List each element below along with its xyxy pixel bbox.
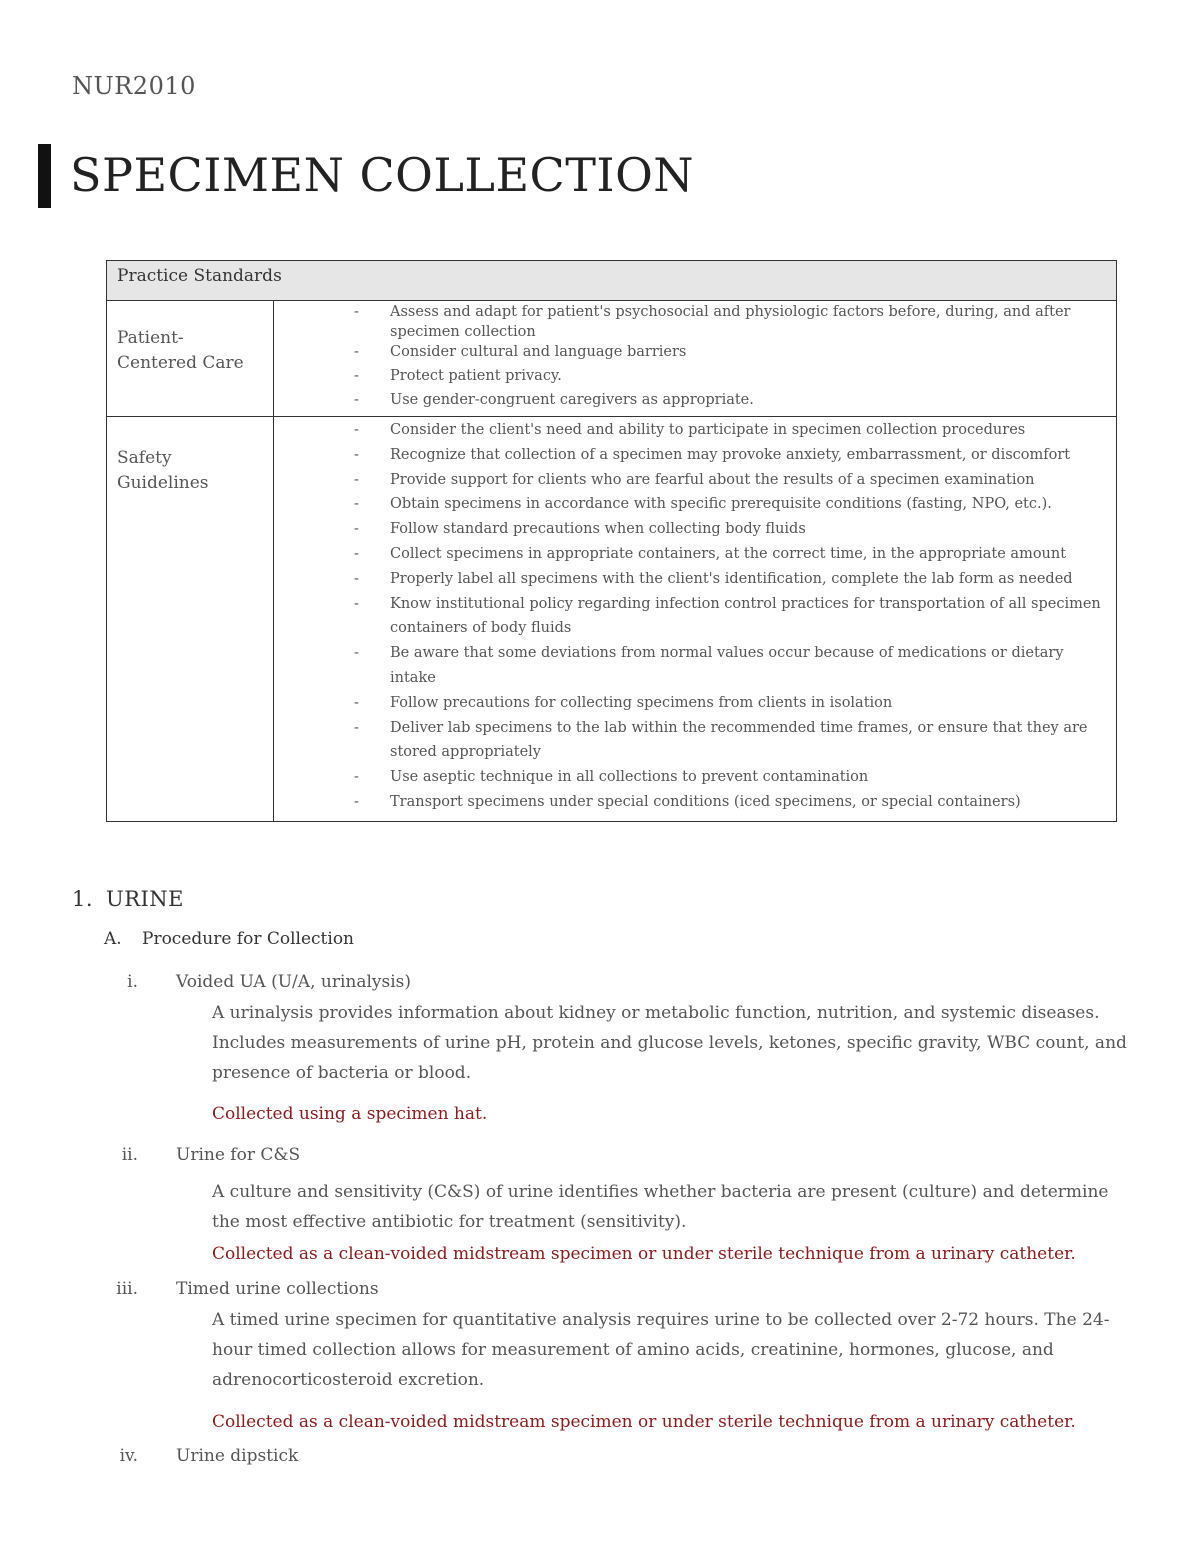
item-title: Voided UA (U/A, urinalysis) — [176, 972, 412, 992]
section-heading-urine: 1. URINE — [72, 887, 185, 911]
practice-standards-heading: Practice Standards — [107, 261, 1117, 301]
list-item: - Consider cultural and language barriers — [106, 342, 1108, 362]
list-item: - Collect specimens in appropriate containers, at the correct time, in the appropriate amount — [106, 542, 1108, 567]
item-title: Urine dipstick — [176, 1446, 299, 1466]
item-title: Urine for C&S — [176, 1145, 301, 1165]
list-item: - Provide support for clients who are fearful about the results of a specimen examination — [106, 468, 1108, 493]
list-item: - Transport specimens under special conditions (iced specimens, or special containers) — [106, 790, 1108, 815]
list-item: - Use aseptic technique in all collections to prevent contamination — [106, 765, 1108, 790]
patient-centered-care-label: Patient- Centered Care — [107, 301, 274, 417]
list-item: - Deliver lab specimens to the lab within the recommended time frames, or ensure that they are stored appropriately — [106, 716, 1108, 766]
list-item: - Consider the client's need and ability to participate in specimen collection procedures — [106, 418, 1108, 443]
patient-centered-care-row — [107, 301, 1117, 417]
list-item: - Recognize that collection of a specimen may provoke anxiety, embarrassment, or discomfort — [106, 443, 1108, 468]
list-item: - Use gender-congruent caregivers as appropriate. — [106, 390, 1108, 410]
item-collection-note: Collected using a specimen hat. — [212, 1104, 488, 1124]
title-accent-bar — [38, 144, 51, 208]
course-code: NUR2010 — [72, 72, 196, 100]
list-item: - Assess and adapt for patient's psychosocial and physiologic factors before, during, and after specimen collection — [106, 302, 1108, 342]
item-collection-note: Collected as a clean-voided midstream specimen or under sterile technique from a urinary catheter. — [212, 1412, 1076, 1432]
list-item: - Know institutional policy regarding infection control practices for transportation of all specimen containers of body fluids — [106, 592, 1108, 642]
item-description: A urinalysis provides information about kidney or metabolic function, nutrition, and systemic diseases. Includes measurements of urine pH, protein and glucose levels, ketones, specific gravity, WBC count, and presence of bacteria or blood. — [212, 1003, 1127, 1083]
list-item: - Protect patient privacy. — [106, 366, 1108, 386]
practice-standards-table — [106, 260, 1117, 822]
safety-guidelines-list — [274, 418, 1108, 815]
item-collection-note: Collected as a clean-voided midstream specimen or under sterile technique from a urinary catheter. — [212, 1244, 1076, 1264]
item-description: A timed urine specimen for quantitative analysis requires urine to be collected over 2-72 hours. The 24-hour timed collection allows for measurement of amino acids, creatinine, hormones, glucose, and adrenocorticosteroid excretion. — [212, 1310, 1110, 1390]
safety-guidelines-row — [107, 417, 1117, 822]
page-title: SPECIMEN COLLECTION — [70, 148, 695, 202]
list-item: - Follow precautions for collecting specimens from clients in isolation — [106, 691, 1108, 716]
list-item: - Properly label all specimens with the client's identification, complete the lab form as needed — [106, 567, 1108, 592]
safety-guidelines-label: Safety Guidelines — [107, 417, 274, 822]
item-title: Timed urine collections — [176, 1279, 379, 1299]
list-item: - Follow standard precautions when collecting body fluids — [106, 517, 1108, 542]
item-description: A culture and sensitivity (C&S) of urine identifies whether bacteria are present (culture) and determine the most effective antibiotic for treatment (sensitivity). — [212, 1182, 1109, 1232]
list-item: - Obtain specimens in accordance with specific prerequisite conditions (fasting, NPO, etc.). — [106, 492, 1108, 517]
patient-centered-care-list — [274, 302, 1108, 410]
subsection-heading-procedure: A. Procedure for Collection — [104, 929, 355, 949]
list-item: - Be aware that some deviations from normal values occur because of medications or dietary intake — [106, 641, 1108, 691]
